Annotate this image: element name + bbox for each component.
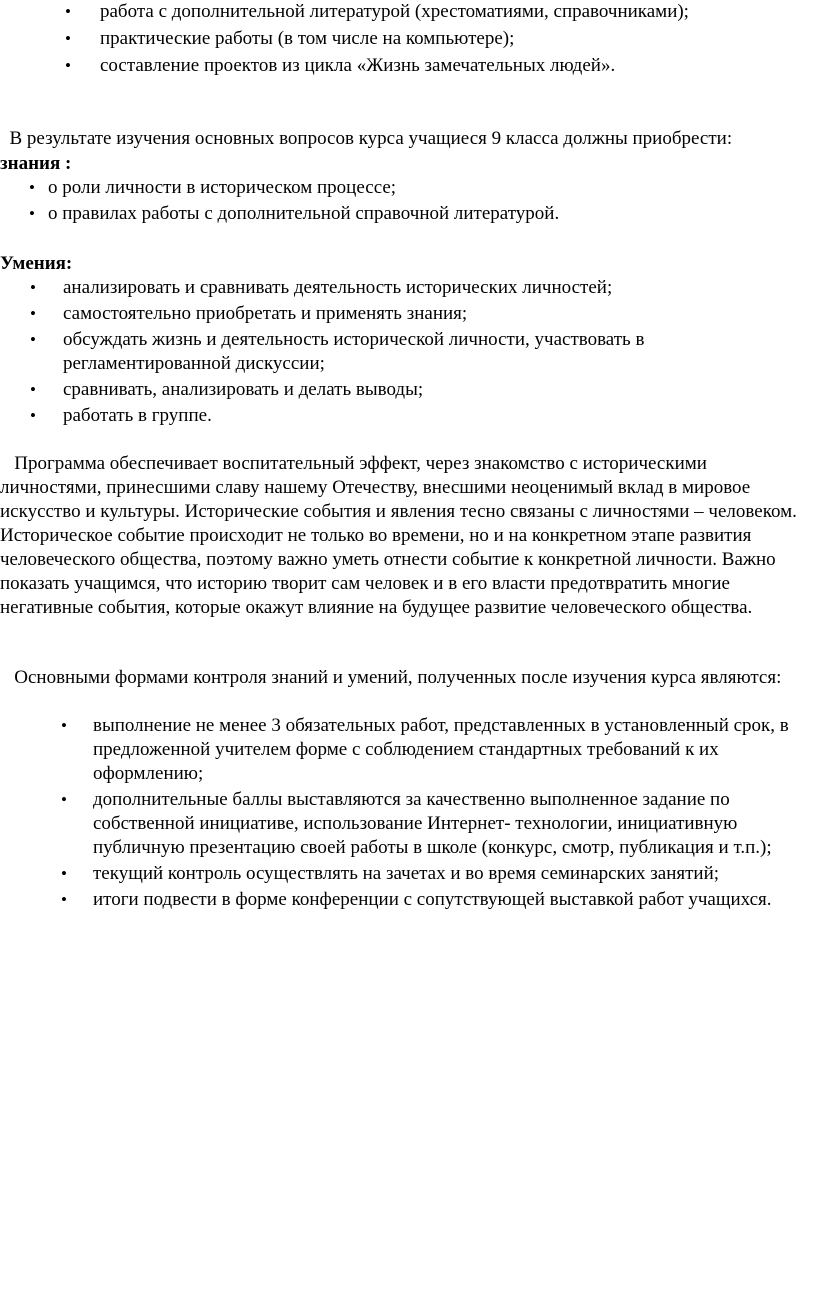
list-item bbox=[0, 862, 816, 886]
list-item bbox=[0, 54, 816, 81]
list-item-text: выполнение не менее 3 обязательных работ, представленных в установленный срок, в предложенной учителем форме с соблюдением стандартных требований к их оформлению; bbox=[93, 715, 789, 784]
skills-list bbox=[0, 276, 816, 430]
knowledge-heading: знания : bbox=[0, 153, 72, 174]
list-item bbox=[0, 888, 816, 912]
bullet-icon: • bbox=[29, 204, 35, 223]
list-item-text: анализировать и сравнивать деятельность исторических личностей; bbox=[63, 277, 613, 298]
bullet-icon: • bbox=[61, 716, 67, 735]
control-list bbox=[0, 714, 816, 914]
list-item-text: дополнительные баллы выставляются за качественно выполненное задание по собственной инициативе, использование Интернет- технологии, инициативную публичную презентацию своей работы в школе (конкурс, смотр, публикация и т.п.); bbox=[93, 789, 772, 858]
list-item bbox=[0, 276, 816, 300]
bullet-icon: • bbox=[61, 864, 67, 883]
list-item-text: обсуждать жизнь и деятельность исторической личности, участвовать в регламентированной дискуссии; bbox=[63, 329, 645, 374]
methods-list bbox=[0, 0, 816, 81]
list-item bbox=[0, 27, 816, 54]
list-item-text: текущий контроль осуществлять на зачетах и во время семинарских занятий; bbox=[93, 863, 720, 884]
list-item bbox=[0, 378, 816, 402]
skills-heading: Умения: bbox=[0, 253, 73, 274]
bullet-icon: • bbox=[65, 2, 71, 21]
list-item bbox=[0, 302, 816, 326]
bullet-icon: • bbox=[30, 278, 36, 297]
list-item bbox=[0, 404, 816, 428]
list-item bbox=[0, 328, 816, 376]
list-item-text: о правилах работы с дополнительной справочной литературой. bbox=[48, 203, 560, 224]
bullet-icon: • bbox=[65, 56, 71, 75]
bullet-icon: • bbox=[30, 380, 36, 399]
list-item-text: работа с дополнительной литературой (хрестоматиями, справочниками); bbox=[100, 1, 689, 22]
list-item bbox=[0, 202, 816, 228]
list-item-text: сравнивать, анализировать и делать выводы; bbox=[63, 379, 424, 400]
bullet-icon: • bbox=[61, 890, 67, 909]
bullet-icon: • bbox=[30, 330, 36, 349]
list-item-text: самостоятельно приобретать и применять знания; bbox=[63, 303, 468, 324]
control-intro-paragraph: Основными формами контроля знаний и умений, полученных после изучения курса являются: bbox=[0, 667, 782, 688]
program-paragraph: Программа обеспечивает воспитательный эффект, через знакомство с историческими личностями, принесшими славу нашему Отечеству, внесшими неоценимый вклад в мировое искусство и культуры. Исторические события и явления тесно связаны с личностями – человеком. Историческое событие происходит не только во времени, но и на конкретном этапе развития человеческого общества, поэтому важно уметь отнести событие к конкретной личности. Важно показать учащимся, что историю творит сам человек и в его власти предотвратить многие негативные события, которые окажут влияние на будущее развитие человеческого общества. bbox=[0, 453, 802, 618]
list-item bbox=[0, 788, 816, 860]
list-item bbox=[0, 0, 816, 27]
results-intro-paragraph: В результате изучения основных вопросов курса учащиеся 9 класса должны приобрести: bbox=[0, 128, 733, 149]
bullet-icon: • bbox=[30, 304, 36, 323]
bullet-icon: • bbox=[30, 406, 36, 425]
bullet-icon: • bbox=[29, 178, 35, 197]
list-item-text: итоги подвести в форме конференции с сопутствующей выставкой работ учащихся. bbox=[93, 889, 772, 910]
list-item-text: составление проектов из цикла «Жизнь замечательных людей». bbox=[100, 55, 616, 76]
bullet-icon: • bbox=[61, 790, 67, 809]
bullet-icon: • bbox=[65, 29, 71, 48]
list-item bbox=[0, 714, 816, 786]
list-item-text: о роли личности в историческом процессе; bbox=[48, 177, 397, 198]
list-item bbox=[0, 176, 816, 202]
list-item-text: практические работы (в том числе на компьютере); bbox=[100, 28, 515, 49]
knowledge-list bbox=[0, 176, 816, 228]
list-item-text: работать в группе. bbox=[63, 405, 212, 426]
